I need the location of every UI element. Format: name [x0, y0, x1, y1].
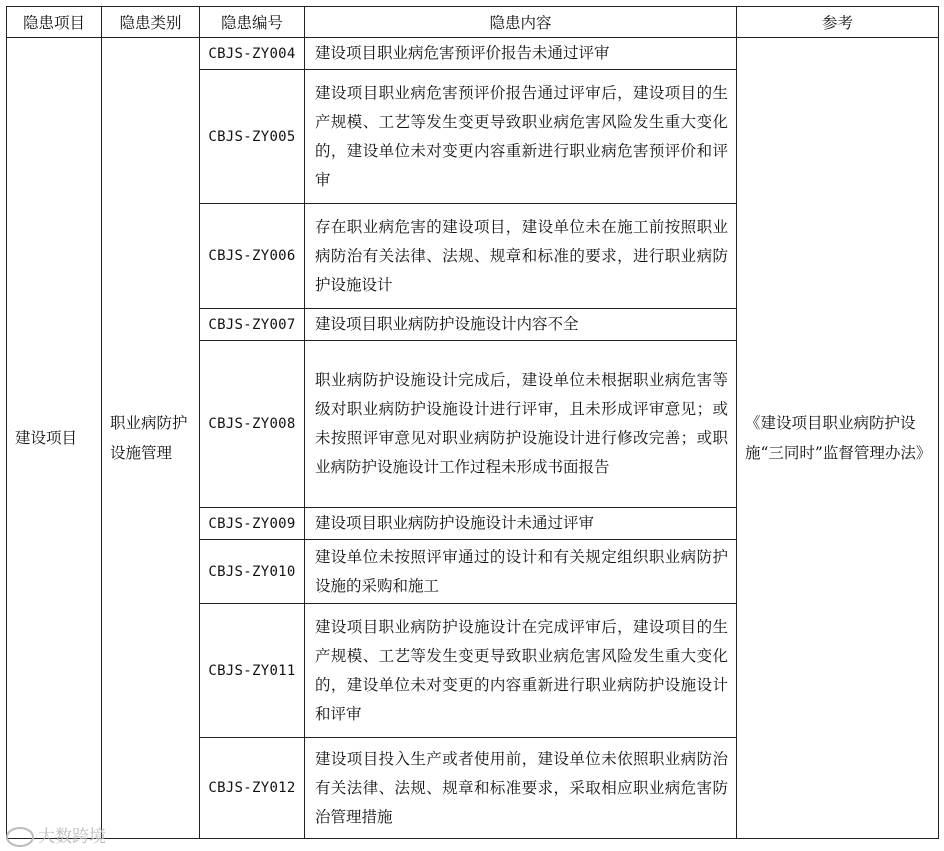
watermark [6, 822, 106, 847]
code-cell: CBJS-ZY012 [200, 738, 305, 839]
hazard-table [6, 6, 939, 839]
reference-cell: 《建设项目职业病防护设施“三同时”监督管理办法》 [737, 38, 939, 839]
code-cell: CBJS-ZY007 [200, 309, 305, 341]
code-cell: CBJS-ZY004 [200, 38, 305, 70]
project-cell: 建设项目 [7, 38, 102, 839]
code-cell: CBJS-ZY005 [200, 70, 305, 204]
header-reference: 参考 [737, 7, 939, 38]
table-row [7, 38, 939, 70]
code-cell: CBJS-ZY008 [200, 341, 305, 508]
code-cell: CBJS-ZY010 [200, 540, 305, 604]
content-cell: 建设项目投入生产或者使用前，建设单位未依照职业病防治有关法律、法规、规章和标准要求，采取相应职业病危害防治管理措施 [305, 738, 737, 839]
content-cell: 存在职业病危害的建设项目，建设单位未在施工前按照职业病防治有关法律、法规、规章和标准的要求，进行职业病防护设施设计 [305, 204, 737, 309]
header-project: 隐患项目 [7, 7, 102, 38]
content-cell: 建设项目职业病危害预评价报告未通过评审 [305, 38, 737, 70]
code-cell: CBJS-ZY006 [200, 204, 305, 309]
content-cell: 建设项目职业病防护设施设计在完成评审后，建设项目的生产规模、工艺等发生变更导致职业病危害风险发生重大变化的，建设单位未对变更的内容重新进行职业病防护设施设计和评审 [305, 604, 737, 738]
content-cell: 建设项目职业病防护设施设计内容不全 [305, 309, 737, 341]
content-cell: 职业病防护设施设计完成后，建设单位未根据职业病危害等级对职业病防护设施设计进行评审，且未形成评审意见；或未按照评审意见对职业病防护设施设计进行修改完善；或职业病防护设施设计工作过程未形成书面报告 [305, 341, 737, 508]
header-content: 隐患内容 [305, 7, 737, 38]
code-cell: CBJS-ZY011 [200, 604, 305, 738]
content-cell: 建设项目职业病危害预评价报告通过评审后，建设项目的生产规模、工艺等发生变更导致职业病危害风险发生重大变化的，建设单位未对变更内容重新进行职业病危害预评价和评审 [305, 70, 737, 204]
watermark-logo-icon [6, 827, 34, 847]
content-cell: 建设项目职业病防护设施设计未通过评审 [305, 508, 737, 540]
header-category: 隐患类别 [102, 7, 200, 38]
category-cell: 职业病防护设施管理 [102, 38, 200, 839]
watermark-text: 大数跨境 [38, 827, 106, 847]
header-row [7, 7, 939, 38]
header-code: 隐患编号 [200, 7, 305, 38]
content-cell: 建设单位未按照评审通过的设计和有关规定组织职业病防护设施的采购和施工 [305, 540, 737, 604]
code-cell: CBJS-ZY009 [200, 508, 305, 540]
